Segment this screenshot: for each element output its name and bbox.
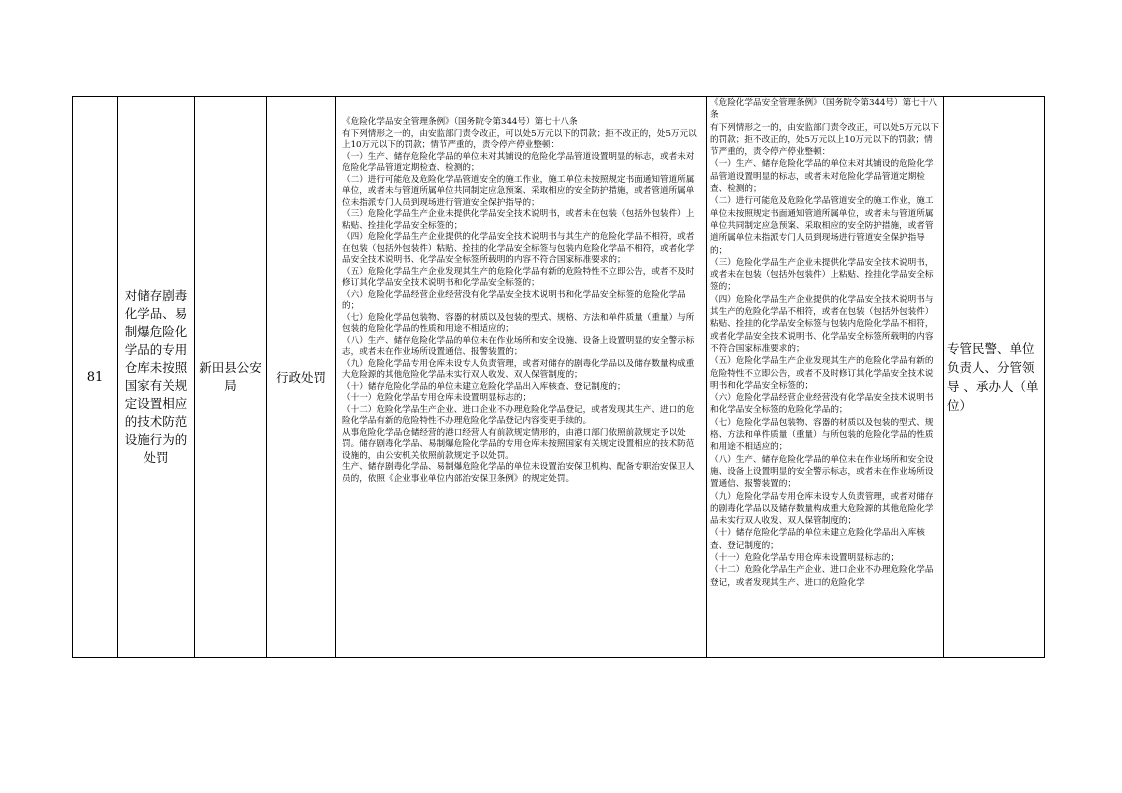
legal-basis-paragraph: 从事危险化学品仓储经营的港口经营人有前款规定情形的，由港口部门依照前款规定予以处罚。储存剧毒化学品、易制爆危险化学品的专用仓库未按照国家有关规定设置相应的技术防范设施的，由公安机关依照前款规定予以处罚。: [342, 427, 695, 461]
power-type: 行政处罚: [267, 97, 336, 658]
legal-basis-paragraph: （二）进行可能危及危险化学品管道安全的施工作业，施工单位未按照规定书面通知管道所属单位，或者未与管道所属单位共同制定应急预案、采取相应的安全防护措施，或者管道所属单位未指派专门人员到现场进行管道安全保护指导的；: [342, 174, 695, 208]
legal-basis-paragraph: （十）储存危险化学品的单位未建立危险化学品出入库核查、登记制度的；: [342, 381, 626, 392]
duty-paragraph: （五）危险化学品生产企业发现其生产的危险化学品有新的危险特性不立即公告，或者不及时修订其化学品安全技术说明书和化学品安全标签的；: [710, 356, 934, 391]
legal-basis-cell: [336, 97, 707, 658]
duty-paragraph: （十）储存危险化学品的单位未建立危险化学品出入库核查、登记制度的；: [710, 528, 925, 551]
duty-paragraph: （十一）危险化学品专用仓库未设置明显标志的；: [710, 552, 900, 563]
duty-paragraph: （四）危险化学品生产企业提供的化学品安全技术说明书与其生产的危险化学品不相符，或者在包装（包括外包装件）粘贴、拴挂的化学品安全标签与包装内危险化学品不相符，或者化学品安全技术说明书、化学品安全标签所载明的内容不符合国家标准要求的；: [710, 294, 934, 354]
duty-paragraph: （二）进行可能危及危险化学品管道安全的施工作业，施工单位未按照规定书面通知管道所属单位，或者未与管道所属单位共同制定应急预案、采取相应的安全防护措施，或者管道所属单位未指派专门人员到现场进行管道安全保护指导的；: [710, 196, 934, 256]
duty-paragraph: （八）生产、储存危险化学品的单位未在作业场所和安全设施、设备上设置明显的安全警示标志，或者未在作业场所设置通信、报警装置的；: [710, 454, 934, 490]
legal-basis-paragraph: （四）危险化学品生产企业提供的化学品安全技术说明书与其生产的危险化学品不相符，或者在包装（包括外包装件）粘贴、拴挂的化学品安全标签与包装内危险化学品不相符，或者化学品安全技术说明书、化学品安全标签所载明的内容不符合国家标准要求的；: [342, 232, 695, 265]
duty-text: [707, 97, 943, 655]
legal-basis-paragraph: （六）危险化学品经营企业经营没有化学品安全技术说明书和化学品安全标签的危险化学品的；: [342, 289, 686, 311]
legal-basis-paragraph: （一）生产、储存危险化学品的单位未对其铺设的危险化学品管道设置明显的标志，或者未对危险化学品管道定期检查、检测的；: [342, 151, 695, 173]
duty-paragraph: （七）危险化学品包装物、容器的材质以及包装的型式、规格、方法和单件质量（重量）与所包装的危险化学品的性质和用途不相适应的；: [710, 417, 934, 453]
record-table: [72, 96, 1045, 658]
legal-basis-paragraph: （十二）危险化学品生产企业、进口企业不办理危险化学品登记，或者发现其生产、进口的危险化学品有新的危险特性不办理危险化学品登记内容变更手续的。: [342, 404, 695, 426]
legal-basis-paragraph: （十一）危险化学品专用仓库未设置明显标志的；: [342, 393, 532, 403]
legal-basis-paragraph: （五）危险化学品生产企业发现其生产的危险化学品有新的危险特性不立即公告，或者不及时修订其化学品安全技术说明书和化学品安全标签的；: [342, 266, 695, 288]
duty-paragraph: （三）危险化学品生产企业未提供化学品安全技术说明书，或者未在包装（包括外包装件）上粘贴、拴挂化学品安全标签的；: [710, 257, 934, 293]
legal-basis-paragraph: 生产、储存剧毒化学品、易制爆危险化学品的单位未设置治安保卫机构、配备专职治安保卫人员的，依照《企业事业单位内部治安保卫条例》的规定处罚。: [342, 462, 695, 484]
legal-basis-paragraph: 有下列情形之一的，由安监部门责令改正，可以处5万元以下的罚款；拒不改正的，处5万元以上10万元以下的罚款；情节严重的，责令停产停业整顿：: [342, 128, 697, 150]
legal-basis-paragraph: （三）危险化学品生产企业未提供化学品安全技术说明书，或者未在包装（包括外包装件）上粘贴、拴挂化学品安全标签的；: [342, 209, 695, 231]
duty-paragraph: （九）危险化学品专用仓库未设专人负责管理，或者对储存的剧毒化学品以及储存数量构成重大危险源的其他危险化学品未实行双人收发、双人保管制度的；: [710, 491, 934, 527]
duty-cell: [707, 97, 944, 658]
duty-paragraph: 有下列情形之一的，由安监部门责令改正，可以处5万元以下的罚款；拒不改正的，处5万元以上10万元以下的罚款；情节严重的，责令停产停业整顿：: [710, 122, 939, 158]
item-name: 对储存剧毒化学品、易制爆危险化学品的专用仓库未按照国家有关规定设置相应的技术防范设施行为的处罚: [118, 97, 195, 658]
duty-paragraph: （十二）危险化学品生产企业、进口企业不办理危险化学品登记，或者发现其生产、进口的危险化学: [710, 565, 934, 588]
department: 新田县公安局: [195, 97, 267, 658]
table-row: [73, 97, 1045, 658]
row-number: 81: [73, 97, 118, 658]
legal-basis-paragraph: 《危险化学品安全管理条例》（国务院令第344号）第七十八条: [342, 117, 578, 127]
legal-basis-paragraph: （八）生产、储存危险化学品的单位未在作业场所和安全设施、设备上设置明显的安全警示标志，或者未在作业场所设置通信、报警装置的；: [342, 335, 695, 357]
legal-basis-paragraph: （七）危险化学品包装物、容器的材质以及包装的型式、规格、方法和单件质量（重量）与所包装的危险化学品的性质和用途不相适应的；: [342, 312, 695, 334]
duty-paragraph: （一）生产、储存危险化学品的单位未对其铺设的危险化学品管道设置明显的标志，或者未对危险化学品管道定期检查、检测的；: [710, 159, 934, 195]
duty-paragraph: 《危险化学品安全管理条例》（国务院令第344号）第七十八条: [710, 98, 937, 121]
responsible-persons: 专管民警、单位负责人、分管领导 、承办人（单位）: [944, 97, 1045, 658]
legal-basis: [336, 97, 706, 485]
duty-paragraph: （六）危险化学品经营企业经营没有化学品安全技术说明书和化学品安全标签的危险化学品的；: [710, 393, 934, 416]
legal-basis-paragraph: （九）危险化学品专用仓库未设专人负责管理，或者对储存的剧毒化学品以及储存数量构成重大危险源的其他危险化学品未实行双人收发、双人保管制度的；: [342, 358, 695, 380]
